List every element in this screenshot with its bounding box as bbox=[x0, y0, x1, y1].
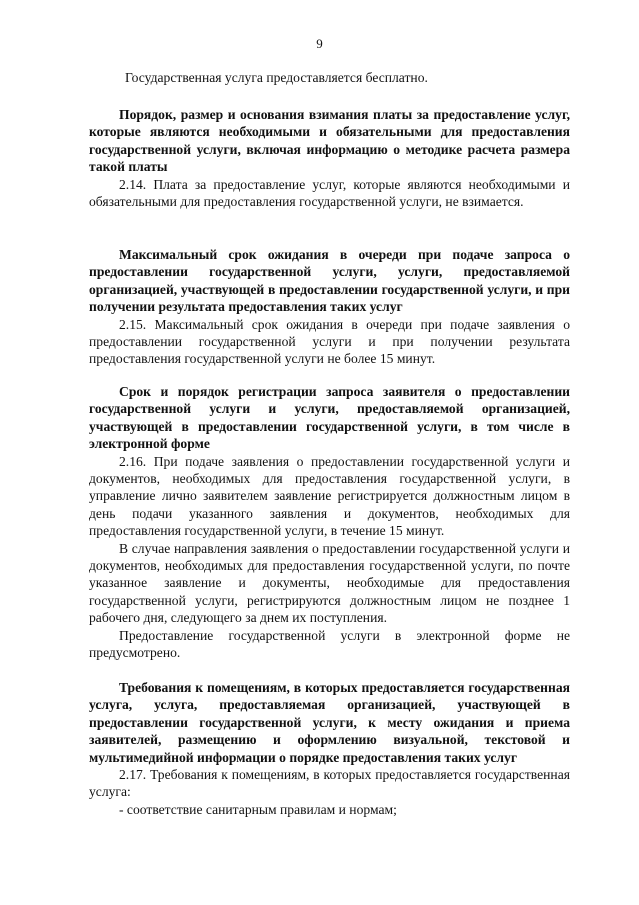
section-fee-procedure bbox=[89, 106, 570, 210]
paragraph-2-14: 2.14. Плата за предоставление услуг, которые являются необходимыми и обязательными для предоставления государственной услуги, не взимается. bbox=[89, 176, 570, 210]
paragraph-electronic: Предоставление государственной услуги в электронной форме не предусмотрено. bbox=[89, 627, 570, 661]
section-registration bbox=[89, 383, 570, 662]
paragraph-2-16: 2.16. При подаче заявления о предоставлении государственной услуги и документов, необходимых для предоставления государственной услуги, в управление лично заявителем заявление регистрируется должностным лицом в день подачи указанного заявления и документов, необходимых для предоставления государственной услуги, в течение 15 минут. bbox=[89, 453, 570, 539]
section-heading: Максимальный срок ожидания в очереди при подаче запроса о предоставлении государственной услуги, услуги, предоставляемой организацией, участвующей в предоставлении государственной услуги, и при получении результата предоставления таких услуг bbox=[89, 247, 570, 315]
list-item: - соответствие санитарным правилам и нормам; bbox=[119, 801, 397, 817]
free-service-note bbox=[89, 69, 570, 86]
section-queue-time bbox=[89, 246, 570, 368]
section-premises bbox=[89, 679, 570, 818]
section-heading: Срок и порядок регистрации запроса заявителя о предоставлении государственной услуги и услуги, предоставляемой организацией, участвующей в предоставлении государственной услуги, в том числе в электронной форме bbox=[89, 384, 570, 452]
paragraph-postal: В случае направления заявления о предоставлении государственной услуги и документов, необходимых для предоставления государственной услуги, по почте указанное заявление и документы, необходимые для предоставления государственной услуги, регистрируются должностным лицом не позднее 1 рабочего дня, следующего за днем их поступления. bbox=[89, 540, 570, 626]
paragraph: Государственная услуга предоставляется бесплатно. bbox=[125, 70, 428, 85]
section-heading: Порядок, размер и основания взимания платы за предоставление услуг, которые являются необходимыми и обязательными для предоставления государственной услуги, включая информацию о методике расчета размера такой платы bbox=[89, 107, 570, 175]
paragraph-2-17: 2.17. Требования к помещениям, в которых предоставляется государственная услуга: bbox=[89, 767, 570, 800]
paragraph-2-15: 2.15. Максимальный срок ожидания в очереди при подаче заявления о предоставлении государственной услуги и при получении результата предоставления государственной услуги не более 15 минут. bbox=[89, 316, 570, 367]
section-heading: Требования к помещениям, в которых предоставляется государственная услуга, услуга, предоставляемая организацией, участвующей в предоставлении государственной услуги, к месту ожидания и приема заявителей, размещению и оформлению визуальной, текстовой и мультимедийной информации о порядке предоставления таких услуг bbox=[89, 680, 570, 765]
page-number: 9 bbox=[316, 36, 323, 51]
